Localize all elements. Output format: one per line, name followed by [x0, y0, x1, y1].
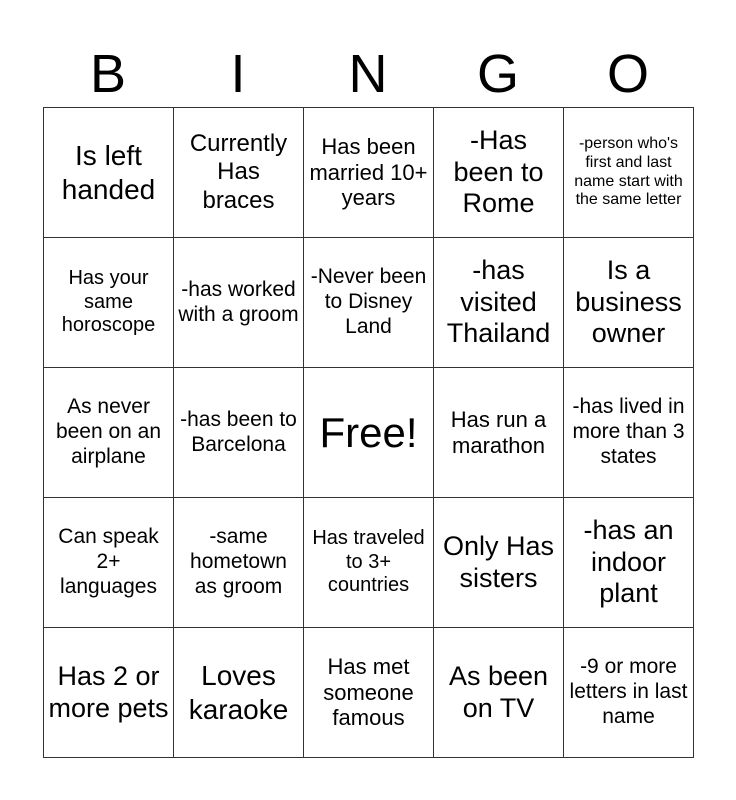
bingo-cell[interactable]: Loves karaoke	[174, 628, 304, 758]
bingo-cell[interactable]: Can speak 2+ languages	[44, 498, 174, 628]
bingo-cell[interactable]: Only Has sisters	[434, 498, 564, 628]
bingo-cell[interactable]: Is a business owner	[564, 238, 694, 368]
bingo-header	[43, 40, 693, 108]
free-space-cell[interactable]: Free!	[304, 368, 434, 498]
bingo-cell[interactable]: -has been to Barcelona	[174, 368, 304, 498]
bingo-cell[interactable]: -Has been to Rome	[434, 108, 564, 238]
bingo-cell[interactable]: As never been on an airplane	[44, 368, 174, 498]
header-letter-i: I	[230, 44, 246, 104]
bingo-cell[interactable]: -person who's first and last name start with the same letter	[564, 108, 694, 238]
grid-row	[44, 108, 694, 238]
grid-row	[44, 628, 694, 758]
bingo-cell[interactable]: Has your same horoscope	[44, 238, 174, 368]
bingo-cell[interactable]: Is left handed	[44, 108, 174, 238]
bingo-cell[interactable]: Currently Has braces	[174, 108, 304, 238]
header-letter-g: G	[476, 44, 519, 104]
bingo-cell[interactable]: -same hometown as groom	[174, 498, 304, 628]
grid-row	[44, 368, 694, 498]
grid-row	[44, 498, 694, 628]
bingo-cell[interactable]: -9 or more letters in last name	[564, 628, 694, 758]
bingo-cell[interactable]: Has 2 or more pets	[44, 628, 174, 758]
header-letter-n: N	[348, 44, 388, 104]
bingo-cell[interactable]: Has traveled to 3+ countries	[304, 498, 434, 628]
bingo-cell[interactable]: -has an indoor plant	[564, 498, 694, 628]
header-letter-b: B	[89, 44, 127, 104]
bingo-cell[interactable]: As been on TV	[434, 628, 564, 758]
header-letter-o: O	[606, 44, 649, 104]
bingo-cell[interactable]: -has lived in more than 3 states	[564, 368, 694, 498]
bingo-grid	[43, 107, 694, 758]
bingo-cell[interactable]: Has run a marathon	[434, 368, 564, 498]
bingo-cell[interactable]: -has worked with a groom	[174, 238, 304, 368]
bingo-cell[interactable]: -has visited Thailand	[434, 238, 564, 368]
bingo-cell[interactable]: Has been married 10+ years	[304, 108, 434, 238]
grid-row	[44, 238, 694, 368]
bingo-cell[interactable]: -Never been to Disney Land	[304, 238, 434, 368]
bingo-cell[interactable]: Has met someone famous	[304, 628, 434, 758]
